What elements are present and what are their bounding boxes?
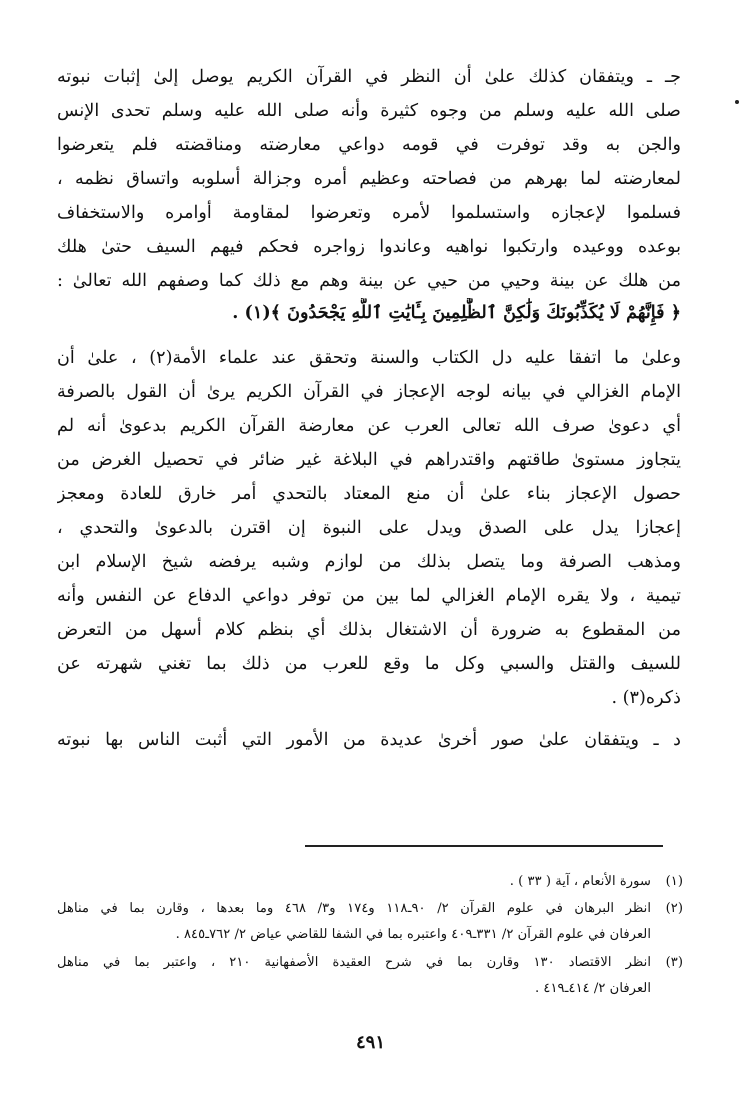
footnote [57,870,683,895]
body-line: حصول الإعجاز بناء علىٰ أن منع المعتاد بالتحدي أمر خارق للعادة ومعجز [57,484,681,504]
body-line: صلى الله عليه وسلم من وجوه كثيرة وأنه صلى الله عليه وسلم تحدى الإنس [57,101,681,121]
body-line: جـ ـ ويتفقان كذلك علىٰ أن النظر في القرآن الكريم يوصل إلىٰ إثبات نبوته [57,67,681,87]
body-line: تيمية ، ولا يقره الإمام الغزالي لما بين من توفر دواعي الدفاع عن النفس وأنه [57,586,681,606]
body-line: ذكره(٣) . [611,688,681,708]
footnote-text: انظر البرهان في علوم القرآن ٢/ ٩٠ـ١١٨ و١٧٤ و٣/ ٤٦٨ وما بعدها ، وقارن بما في مناهل [57,901,652,916]
body-line: د ـ ويتفقان علىٰ صور أخرىٰ عديدة من الأمور التي أثبت الناس بها نبوته [57,730,681,750]
footnote-number: (٣) [665,955,683,970]
body-line: فسلموا لإعجازه واستسلموا لأمره وتعرضوا لمقاومة أوامره والاستخفاف [57,203,681,223]
body-line: يتجاوز مستوىٰ طاقتهم واقتدراهم في البلاغة غير ضائر في تحصيل الغرض من [57,450,681,470]
body-line: من هلك عن بينة وحيي من حيي عن بينة وهم مع ذلك كما وصفهم الله تعالىٰ : [57,271,681,291]
footnote [57,951,683,976]
body-line: الإمام الغزالي في بيانه لوجه الإعجاز في القرآن الكريم يرىٰ أن القول بالصرفة [57,382,681,402]
body-line: وعلىٰ ما اتفقا عليه دل الكتاب والسنة وتحقق عند علماء الأمة(٢) ، علىٰ أن [57,348,681,368]
body-line: والجن به وقد توفرت في قومه دواعي معارضته ومناقضته فلم يتعرضوا [57,135,681,155]
page-number: ٤٩١ [355,1032,385,1053]
footnote-text: سورة الأنعام ، آية ( ٣٣ ) . [509,874,651,889]
footnote-continuation: العرفان في علوم القرآن ٢/ ٣٣١ـ٤٠٩ واعتبره بما في الشفا للقاضي عياض ٢/ ٧٦٢ـ٨٤٥ . [175,927,651,942]
footnote-text: انظر الاقتصاد ١٣٠ وقارن بما في شرح العقيدة الأصفهانية ٢١٠ ، واعتبر بما في مناهل [57,955,652,970]
footnote-number: (١) [665,874,683,889]
body-line: من المقطوع به ضرورة أن الاشتغال بذلك أي بنظم كلام أسهل من التعرض [57,620,681,640]
body-line: ومذهب الصرفة وما يتصل بذلك من لوازم وشبه يرفضه شيخ الإسلام ابن [57,552,681,572]
body-line: إعجازا يدل على الصدق ويدل على النبوة إن اقترن بالدعوىٰ والتحدي ، [57,518,681,538]
footnote-separator [305,845,663,847]
body-line: لمعارضته لما بهرهم من فصاحته وعظيم أمره وجزالة أسلوبه واتساق نظمه ، [57,169,681,189]
body-line: أي دعوىٰ صرف الله تعالى العرب عن معارضة القرآن الكريم بدعوىٰ أنه لم [57,416,681,436]
body-line: بوعده ووعيده وارتكبوا نواهيه وعاندوا زواجره فحكم فيهم السيف حتىٰ هلك [57,237,681,257]
footnote-continuation: العرفان ٢/ ٤١٤ـ٤١٩ . [534,981,651,996]
footnote-number: (٢) [665,901,683,916]
body-line: للسيف والقتل والسبي وكل ما وقع للعرب من ذلك بما تغني شهرته عن [57,654,681,674]
footnote [57,897,683,922]
quran-verse-line: ﴿ فَإِنَّهُمْ لَا يُكَذِّبُونَكَ وَلَٰكِنَّ ٱلظَّٰلِمِينَ بِـَٔايَٰتِ ٱللَّهِ يَجْحَدُونَ ﴾(١) . [232,302,681,323]
margin-dot [735,100,739,104]
